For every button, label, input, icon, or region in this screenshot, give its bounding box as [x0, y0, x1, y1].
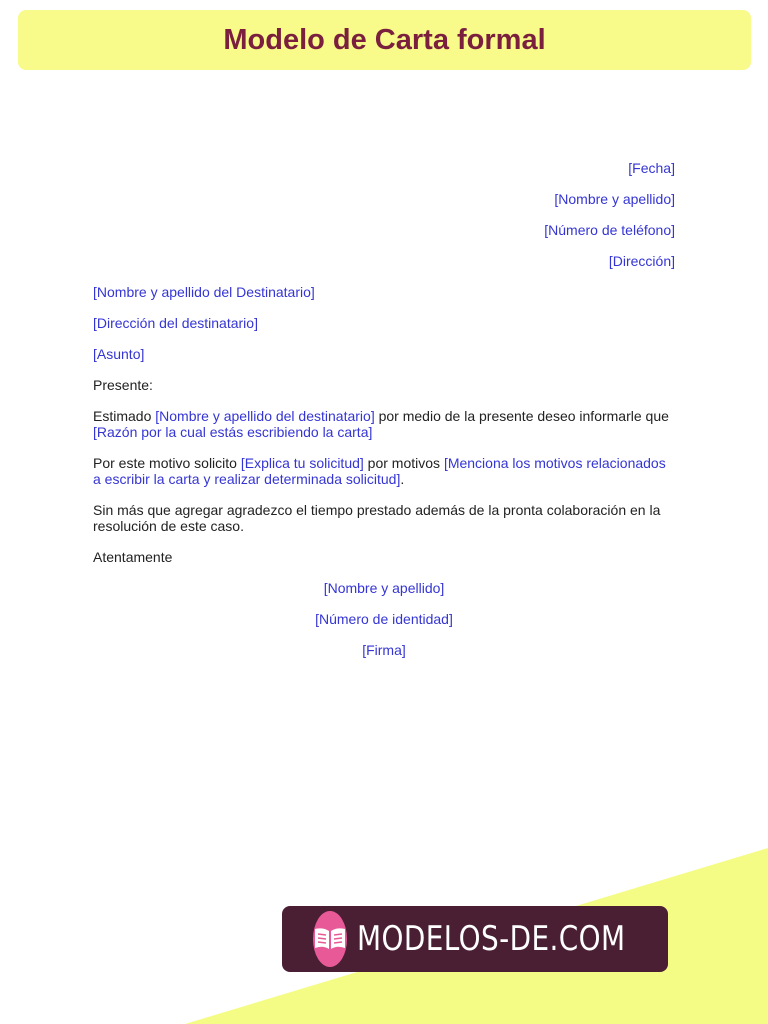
- paragraph-2-text-3: .: [400, 471, 405, 487]
- signature-firma: [Firma]: [362, 642, 406, 658]
- sender-date: [Fecha]: [628, 160, 675, 176]
- paragraph-2-placeholder-2: [Menciona los motivos relacionados a escribir la carta y realizar determinada solicitud]: [93, 455, 666, 487]
- logo-circle: [313, 911, 347, 967]
- paragraph-2-text-1: Por este motivo solicito: [93, 455, 241, 471]
- sender-phone: [Número de teléfono]: [544, 222, 675, 238]
- recipient-name: [Nombre y apellido del Destinatario]: [93, 284, 315, 300]
- paragraph-2-placeholder-1: [Explica tu solicitud]: [240, 455, 364, 471]
- paragraph-1-text-2: por medio de la presente deseo informarle que: [374, 408, 669, 424]
- paragraph-3: Sin más que agregar agradezco el tiempo prestado además de la pronta colaboración en la resolución de este caso.: [93, 502, 661, 534]
- paragraph-1-placeholder-2: [Razón por la cual estás escribiendo la carta]: [93, 424, 373, 440]
- closing: Atentamente: [93, 549, 173, 565]
- subject: [Asunto]: [93, 346, 145, 362]
- letter-body: [93, 160, 675, 673]
- recipient-address: [Dirección del destinatario]: [93, 315, 258, 331]
- paragraph-2-text-2: por motivos: [363, 455, 444, 471]
- paragraph-1-text-1: Estimado: [93, 408, 156, 424]
- paragraph-1: [93, 408, 675, 440]
- logo-text: MODELOS-DE.COM: [357, 919, 626, 959]
- paragraph-1-placeholder-1: [Nombre y apellido del destinatario]: [155, 408, 375, 424]
- sender-name: [Nombre y apellido]: [554, 191, 675, 207]
- title-banner: [18, 10, 751, 70]
- page-title: Modelo de Carta formal: [223, 23, 546, 56]
- paragraph-2: [93, 455, 675, 487]
- signature-name: [Nombre y apellido]: [323, 580, 445, 596]
- sender-address: [Dirección]: [608, 253, 675, 269]
- greeting: Presente:: [93, 377, 153, 393]
- site-logo[interactable]: [282, 906, 668, 972]
- signature-id: [Número de identidad]: [315, 611, 453, 627]
- book-icon: [313, 926, 347, 952]
